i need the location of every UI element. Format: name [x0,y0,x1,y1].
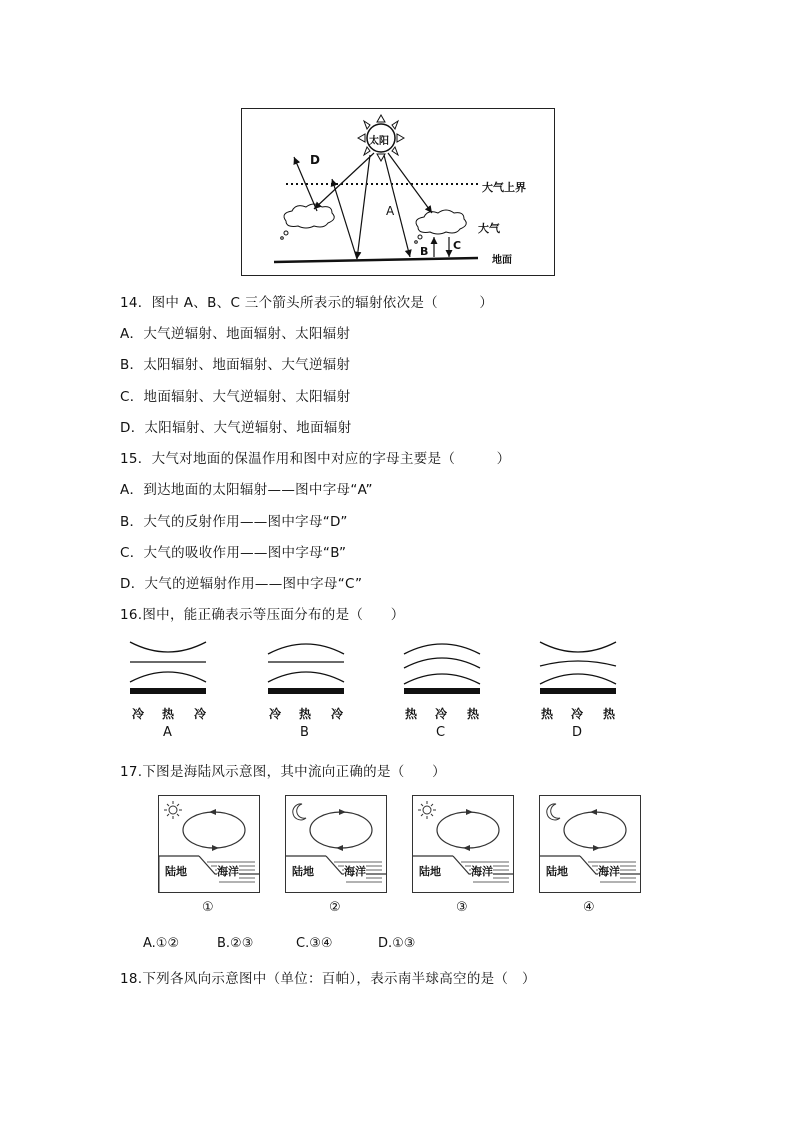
diagram-a-label: A [163,725,172,740]
temp-a-3: 冷 [194,707,207,721]
label-C: C [453,239,462,252]
temp-b-3: 冷 [331,707,344,721]
temp-b-1: 冷 [269,707,282,721]
sun-icon [164,801,182,819]
sun-label: 太阳 [369,136,389,147]
question-15-stem: 15．大气对地面的保温作用和图中对应的字母主要是（ ） [120,451,511,467]
radiation-diagram [241,108,555,276]
ground-label: 地面 [492,255,512,266]
temp-d-1: 热 [541,707,554,721]
arrow-sun-to-ground-left [357,155,370,259]
land-label: 陆地 [292,865,314,878]
diagram-c-label: C [436,725,446,740]
question-17-option-b: B.②③ [217,936,254,951]
sea-label: 海洋 [344,865,366,878]
question-14-option-b: B．太阳辐射、地面辐射、大气逆辐射 [120,357,351,373]
sea-breeze-panel-3 [412,795,514,893]
question-15-option-d: D．大气的逆辐射作用——图中字母“C” [120,576,363,592]
land-label: 陆地 [165,865,187,878]
panel-4-label: ④ [583,900,595,915]
atmosphere-label: 大气 [478,222,500,235]
label-D: D [310,153,320,167]
question-15-option-a: A．到达地面的太阳辐射——图中字母“A” [120,482,373,498]
temp-c-1: 热 [405,707,418,721]
moon-icon [547,804,560,820]
land-label: 陆地 [546,865,568,878]
sun-icon [418,801,436,819]
arrow-to-right-cloud [388,153,432,213]
question-17-option-a: A.①② [143,936,180,951]
temp-d-2: 冷 [571,707,584,721]
question-16-stem: 16.图中，能正确表示等压面分布的是（ ） [120,607,405,623]
land-label: 陆地 [419,865,441,878]
diagram-b-label: B [300,725,309,740]
isobar-diagram-c [402,638,482,698]
isobar-diagram-b [266,638,346,698]
question-15-option-c: C．大气的吸收作用——图中字母“B” [120,545,347,561]
question-15-option-b: B．大气的反射作用——图中字母“D” [120,514,348,530]
question-18-stem: 18.下列各风向示意图中（单位：百帕），表示南半球高空的是（ ） [120,971,536,987]
label-A: A [386,204,395,218]
arrow-to-left-cloud [314,153,374,209]
diagram-d-label: D [572,725,583,740]
sea-label: 海洋 [217,865,239,878]
sea-breeze-panel-1 [158,795,260,893]
question-14-stem: 14．图中 A、B、C 三个箭头所表示的辐射依次是（ ） [120,295,494,311]
panel-1-label: ① [202,900,214,915]
question-17-option-c: C.③④ [296,936,333,951]
question-17-option-d: D.①③ [378,936,416,951]
question-14-option-d: D．太阳辐射、大气逆辐射、地面辐射 [120,420,352,436]
question-14-option-c: C．地面辐射、大气逆辐射、太阳辐射 [120,389,351,405]
question-17-stem: 17.下图是海陆风示意图，其中流向正确的是（ ） [120,764,446,780]
sea-label: 海洋 [471,865,493,878]
temp-d-3: 热 [603,707,616,721]
question-14-option-a: A．大气逆辐射、地面辐射、太阳辐射 [120,326,351,342]
temp-a-1: 冷 [132,707,145,721]
temp-a-2: 热 [162,707,175,721]
arrow-ground-reflect [332,179,357,259]
cloud-left [284,204,334,228]
panel-3-label: ③ [456,900,468,915]
temp-b-2: 热 [299,707,312,721]
temp-c-3: 热 [467,707,480,721]
sea-label: 海洋 [598,865,620,878]
sea-breeze-panel-4 [539,795,641,893]
label-B: B [420,245,429,258]
sea-breeze-panel-2 [285,795,387,893]
panel-2-label: ② [329,900,341,915]
ground-line [274,258,478,262]
temp-c-2: 冷 [435,707,448,721]
atmosphere-top-label: 大气上界 [482,181,526,194]
cloud-right [416,210,466,234]
isobar-diagram-d [538,638,618,698]
moon-icon [293,804,306,820]
isobar-diagram-a [128,638,208,698]
